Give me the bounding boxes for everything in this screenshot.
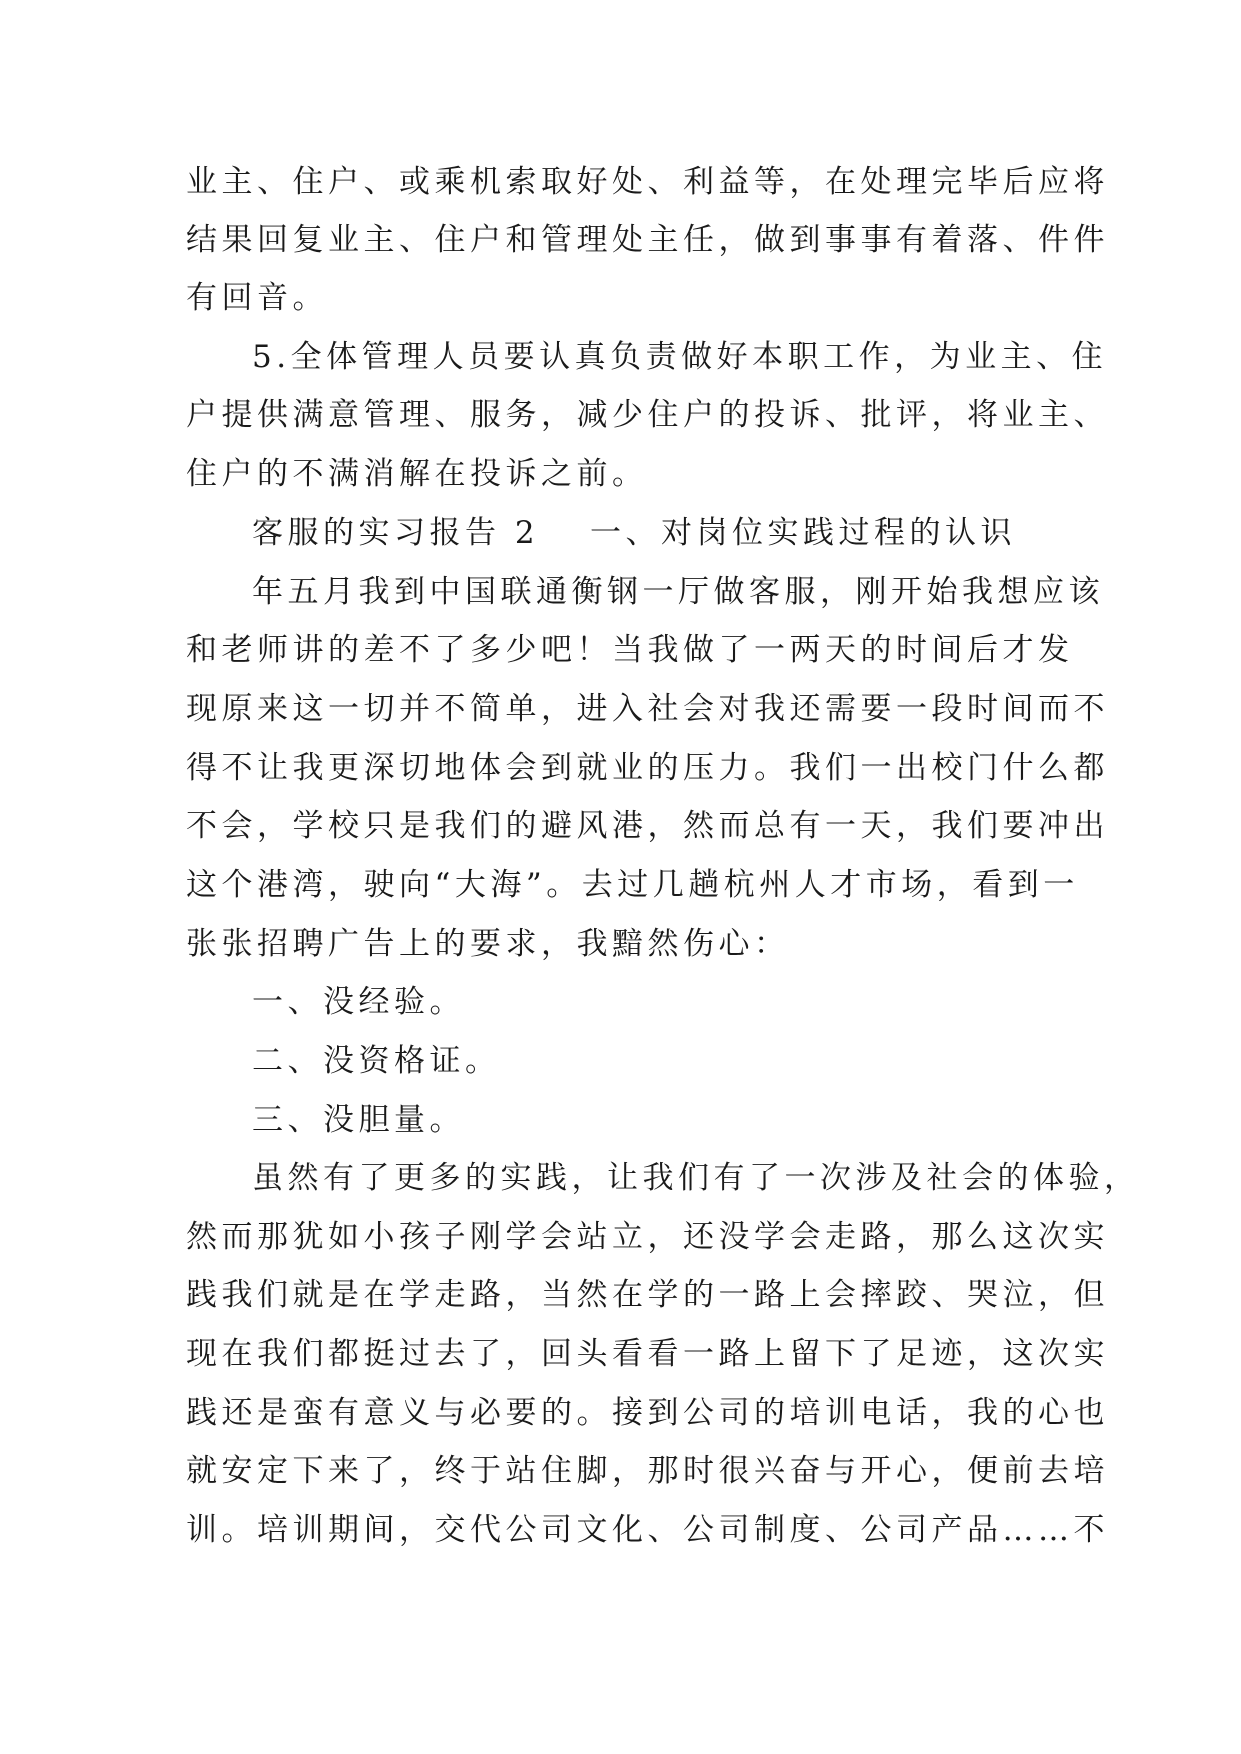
text-line: 得不让我更深切地体会到就业的压力。我们一出校门什么都 [186,750,1109,786]
report-heading: 客服的实习报告 2 [252,515,540,551]
text-line: 现在我们都挺过去了，回头看看一路上留下了足迹，这次实 [186,1336,1109,1372]
text-line: 训。培训期间，交代公司文化、公司制度、公司产品……不 [186,1512,1109,1548]
text-line: 张张招聘广告上的要求，我黯然伤心： [186,926,790,962]
text-line: 户提供满意管理、服务，减少住户的投诉、批评，将业主、 [186,397,1109,433]
list-item: 一、没经验。 [252,984,465,1020]
text-line: 践我们就是在学走路，当然在学的一路上会摔跤、哭泣，但 [186,1277,1109,1313]
text-line: 5.全体管理人员要认真负责做好本职工作，为业主、住 [252,339,1108,375]
section-heading: 一、对岗位实践过程的认识 [590,515,1016,551]
text-line: 年五月我到中国联通衡钢一厅做客服，刚开始我想应该 [252,574,1104,610]
list-item: 三、没胆量。 [252,1102,465,1138]
text-line: 有回音。 [186,280,328,316]
text-line: 住户的不满消解在投诉之前。 [186,456,648,492]
text-line: 业主、住户、或乘机索取好处、利益等，在处理完毕后应将 [186,164,1109,200]
text-line: 不会，学校只是我们的避风港，然而总有一天，我们要冲出 [186,808,1109,844]
text-line: 这个港湾，驶向“大海”。去过几趟杭州人才市场，看到一 [186,867,1079,903]
text-line: 现原来这一切并不简单，进入社会对我还需要一段时间而不 [186,691,1109,727]
text-line: 结果回复业主、住户和管理处主任，做到事事有着落、件件 [186,222,1109,258]
text-line: 和老师讲的差不了多少吧！当我做了一两天的时间后才发 [186,632,1074,668]
text-line: 就安定下来了，终于站住脚，那时很兴奋与开心，便前去培 [186,1453,1109,1489]
text-line: 然而那犹如小孩子刚学会站立，还没学会走路，那么这次实 [186,1219,1109,1255]
text-line: 虽然有了更多的实践，让我们有了一次涉及社会的体验， [252,1160,1140,1196]
text-line: 践还是蛮有意义与必要的。接到公司的培训电话，我的心也 [186,1395,1109,1431]
list-item: 二、没资格证。 [252,1043,501,1079]
